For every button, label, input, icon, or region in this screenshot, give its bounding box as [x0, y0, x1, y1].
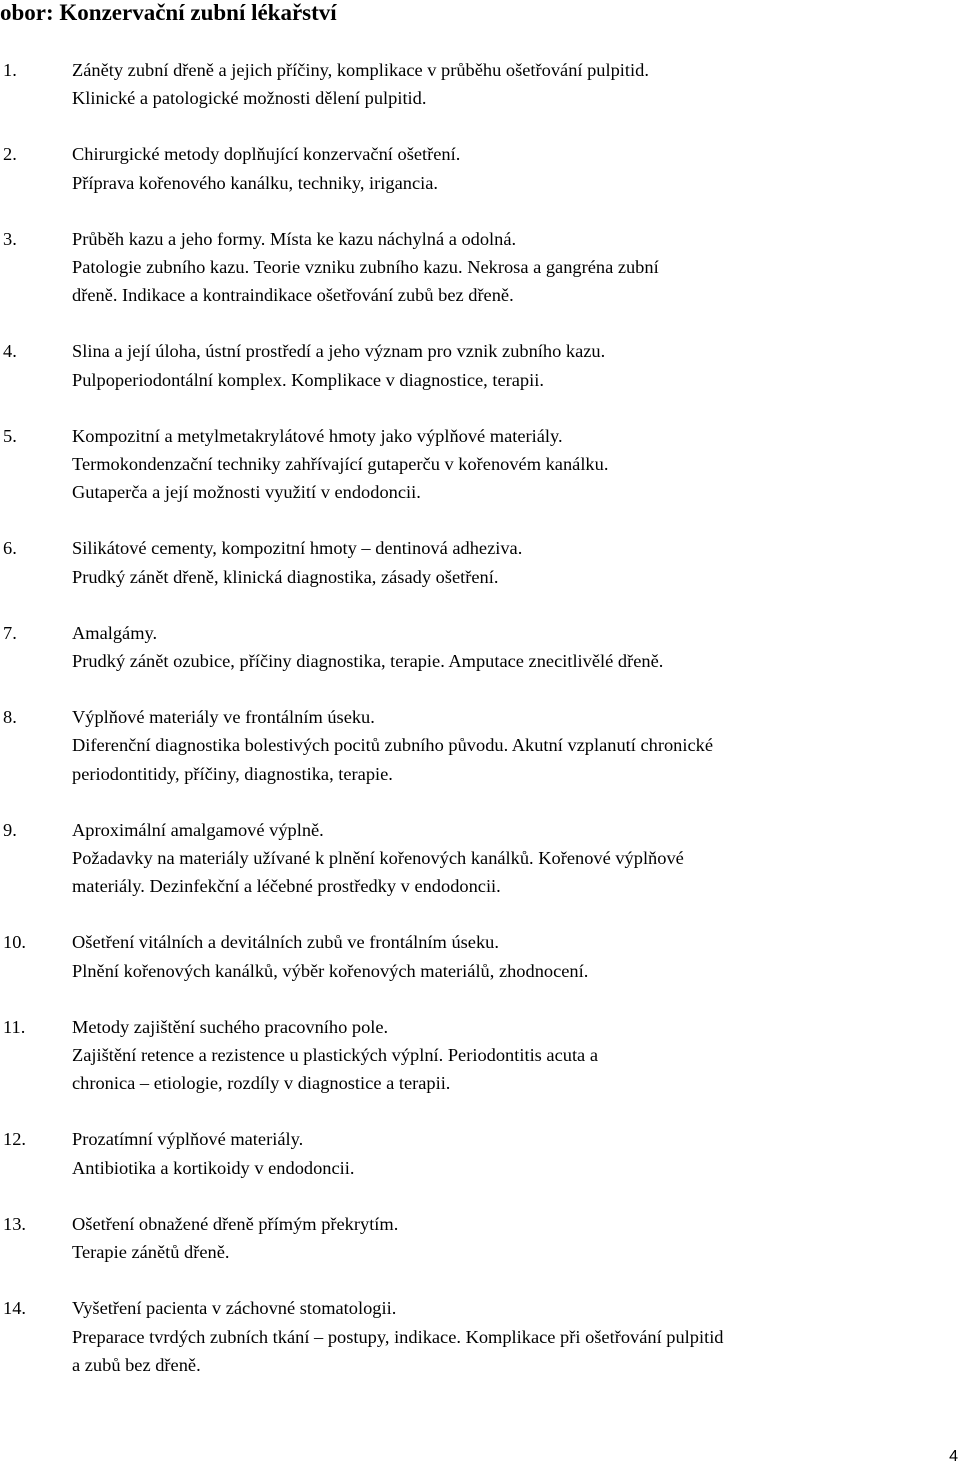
topic-text-line: Amalgámy. [72, 622, 158, 643]
topic-item [0, 816, 940, 901]
topic-text-line: Ošetření obnažené dřeně přímým překrytím. [72, 1213, 399, 1234]
topic-text-line: Chirurgické metody doplňující konzervační ošetření. [72, 144, 461, 165]
topic-text-line: chronica – etiologie, rozdíly v diagnostice a terapii. [72, 1073, 451, 1094]
topic-text-line: Termokondenzační techniky zahřívající gutaperču v kořenovém kanálku. [72, 454, 609, 475]
topic-item [0, 1125, 940, 1181]
topic-item [0, 534, 940, 590]
topic-text-line: Pulpoperiodontální komplex. Komplikace v diagnostice, terapii. [72, 369, 544, 390]
topic-text-line: Záněty zubní dřeně a jejich příčiny, komplikace v průběhu ošetřování pulpitid. [72, 60, 649, 80]
topic-item [0, 1294, 940, 1379]
topic-text-line: Vyšetření pacienta v záchovné stomatologii. [72, 1298, 397, 1319]
topic-number: 7. [3, 622, 17, 643]
topic-item [0, 225, 940, 310]
topic-text-line: dřeně. Indikace a kontraindikace ošetřování zubů bez dřeně. [72, 285, 514, 306]
topic-number: 11. [3, 1016, 26, 1037]
topic-number: 8. [3, 707, 17, 728]
topic-text-line: Ošetření vitálních a devitálních zubů ve frontálním úseku. [72, 932, 499, 953]
topic-text-line: Kompozitní a metylmetakrylátové hmoty jako výplňové materiály. [72, 425, 563, 446]
topic-number: 4. [3, 341, 17, 362]
topic-number: 5. [3, 425, 17, 446]
topic-item [0, 1013, 940, 1098]
topic-text-line: Požadavky na materiály užívané k plnění kořenových kanálků. Kořenové výplňové [72, 848, 684, 869]
topic-item [0, 140, 940, 196]
topic-item [0, 422, 940, 507]
topic-item [0, 337, 940, 393]
topic-number: 10. [3, 932, 26, 953]
topic-number: 13. [3, 1213, 26, 1234]
topic-number: 12. [3, 1129, 26, 1150]
topic-item [0, 56, 940, 112]
exam-topic-list [0, 56, 940, 1407]
topic-number: 2. [3, 144, 17, 165]
topic-text-line: Prudký zánět ozubice, příčiny diagnostika, terapie. Amputace znecitlivělé dřeně. [72, 651, 664, 672]
page-number: 4 [949, 1448, 958, 1465]
topic-text-line: Průběh kazu a jeho formy. Místa ke kazu náchylná a odolná. [72, 228, 517, 249]
topic-text-line: materiály. Dezinfekční a léčebné prostředky v endodoncii. [72, 876, 501, 897]
topic-text-line: Výplňové materiály ve frontálním úseku. [72, 707, 375, 728]
topic-text-line: Příprava kořenového kanálku, techniky, irigancia. [72, 172, 438, 193]
topic-text-line: Aproximální amalgamové výplně. [72, 819, 324, 840]
topic-text-line: Metody zajištění suchého pracovního pole. [72, 1016, 389, 1037]
topic-text-line: Diferenční diagnostika bolestivých pocitů zubního původu. Akutní vzplanutí chronické [72, 735, 713, 756]
topic-text-line: Gutaperča a její možnosti využití v endodoncii. [72, 482, 421, 503]
topic-text-line: Klinické a patologické možnosti dělení pulpitid. [72, 88, 427, 109]
topic-text-line: a zubů bez dřeně. [72, 1354, 201, 1375]
topic-number: 9. [3, 819, 17, 840]
topic-text-line: Slina a její úloha, ústní prostředí a jeho význam pro vznik zubního kazu. [72, 341, 606, 362]
topic-text-line: Patologie zubního kazu. Teorie vzniku zubního kazu. Nekrosa a gangréna zubní [72, 257, 659, 278]
topic-text-line: Silikátové cementy, kompozitní hmoty – dentinová adheziva. [72, 538, 523, 559]
topic-text-line: Plnění kořenových kanálků, výběr kořenových materiálů, zhodnocení. [72, 960, 589, 981]
topic-item [0, 928, 940, 984]
topic-text-line: periodontitidy, příčiny, diagnostika, terapie. [72, 763, 393, 784]
topic-text-line: Prudký zánět dřeně, klinická diagnostika, zásady ošetření. [72, 566, 499, 587]
topic-text-line: Zajištění retence a rezistence u plastických výplní. Periodontitis acuta a [72, 1045, 598, 1066]
topic-number: 1. [3, 60, 17, 80]
topic-text-line: Terapie zánětů dřeně. [72, 1242, 230, 1263]
topic-number: 6. [3, 538, 17, 559]
topic-number: 14. [3, 1298, 26, 1319]
topic-text-line: Antibiotika a kortikoidy v endodoncii. [72, 1157, 355, 1178]
topic-item [0, 619, 940, 675]
page-title: obor: Konzervační zubní lékařství [0, 0, 337, 25]
topic-item [0, 1210, 940, 1266]
topic-item [0, 703, 940, 788]
topic-number: 3. [3, 228, 17, 249]
topic-text-line: Preparace tvrdých zubních tkání – postupy, indikace. Komplikace při ošetřování pulpitid [72, 1326, 724, 1347]
topic-text-line: Prozatímní výplňové materiály. [72, 1129, 304, 1150]
